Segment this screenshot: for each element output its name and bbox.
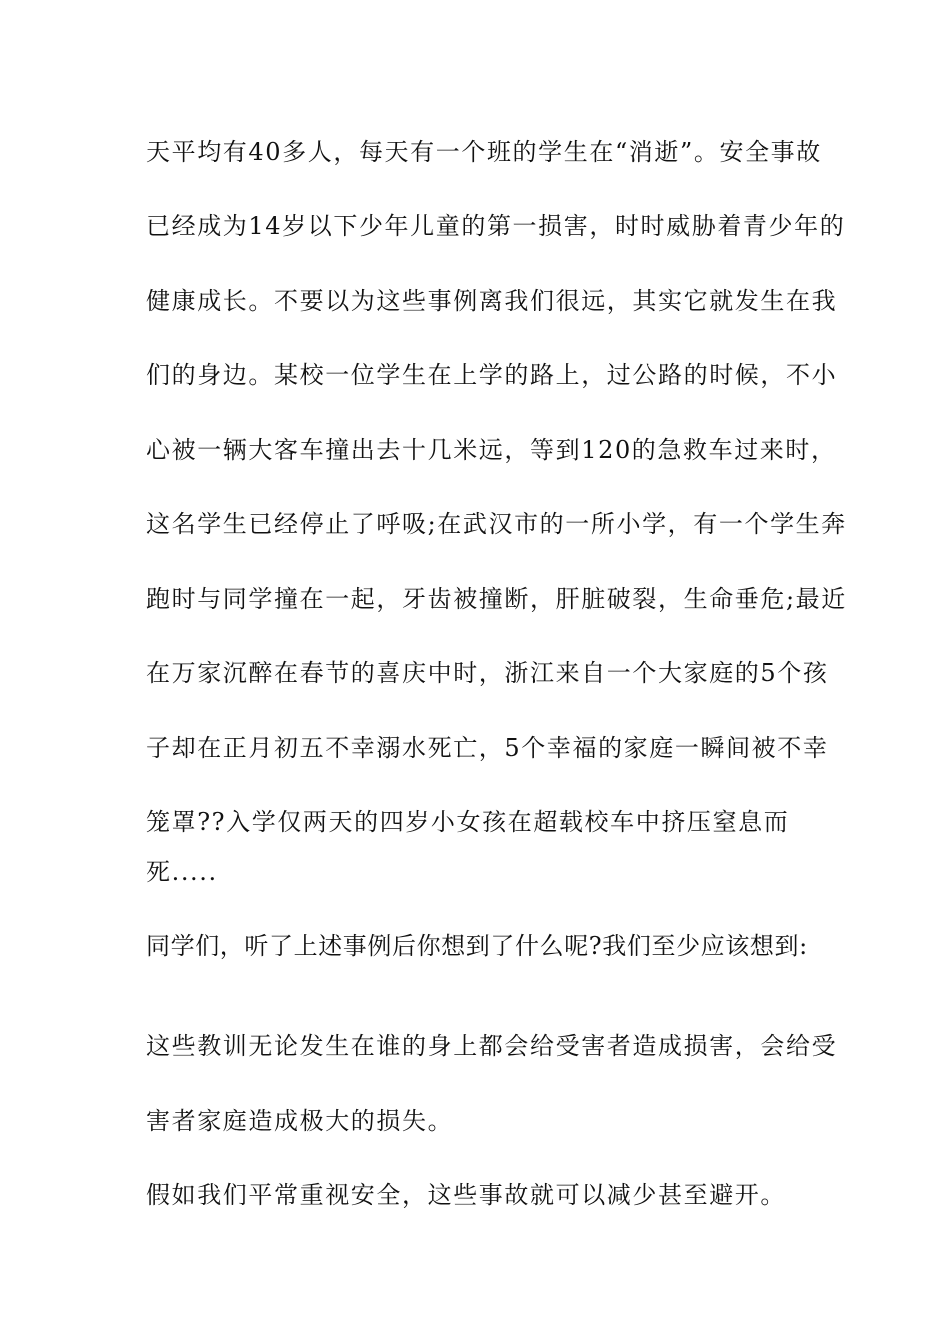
paragraph-1-line-6: 这名学生已经停止了呼吸;在武汉市的一所小学，有一个学生奔 (146, 510, 847, 538)
paragraph-1-line-8: 在万家沉醉在春节的喜庆中时，浙江来自一个大家庭的5个孩 (146, 659, 829, 687)
paragraph-1-line-1: 天平均有40多人，每天有一个班的学生在“消逝”。安全事故 (146, 138, 822, 166)
paragraph-1-line-2: 已经成为14岁以下少年儿童的第一损害，时时威胁着青少年的 (146, 212, 846, 240)
paragraph-3-line-2: 害者家庭造成极大的损失。 (146, 1107, 454, 1135)
paragraph-1-line-7: 跑时与同学撞在一起，牙齿被撞断，肝脏破裂，生命垂危;最近 (146, 585, 847, 613)
paragraph-1-line-5: 心被一辆大客车撞出去十几米远，等到120的急救车过来时， (146, 436, 837, 464)
paragraph-1-line-4: 们的身边。某校一位学生在上学的路上，过公路的时候，不小 (146, 361, 838, 389)
paragraph-1-line-9: 子却在正月初五不幸溺水死亡，5个幸福的家庭一瞬间被不幸 (146, 734, 829, 762)
paragraph-1-line-11: 死..... (146, 858, 218, 886)
paragraph-1-line-3: 健康成长。不要以为这些事例离我们很远，其实它就发生在我 (146, 287, 838, 315)
paragraph-4: 假如我们平常重视安全，这些事故就可以减少甚至避开。 (146, 1181, 786, 1209)
paragraph-2: 同学们，听了上述事例后你想到了什么呢?我们至少应该想到: (146, 932, 808, 960)
paragraph-3-line-1: 这些教训无论发生在谁的身上都会给受害者造成损害，会给受 (146, 1032, 838, 1060)
paragraph-1-line-10: 笼罩??入学仅两天的四岁小女孩在超载校车中挤压窒息而 (146, 808, 790, 836)
